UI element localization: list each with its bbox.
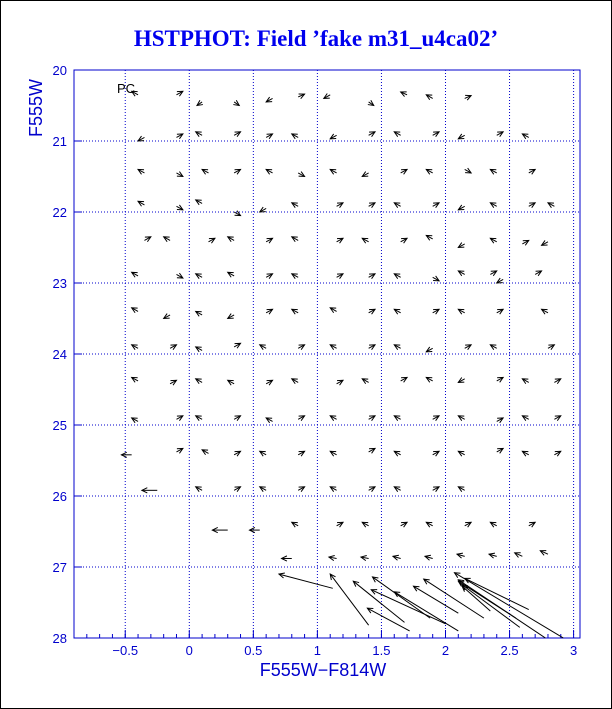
x-axis-title: F555W−F814W (259, 660, 387, 680)
y-tick-label: 22 (52, 205, 67, 220)
x-tick-label: 2 (441, 643, 450, 658)
y-tick-label: 26 (52, 489, 67, 504)
x-tick-label: 1 (313, 643, 322, 658)
panel-label: PC (117, 81, 136, 96)
y-tick-label: 24 (52, 347, 67, 362)
x-tick-label: 0 (185, 643, 193, 658)
y-axis-title: F555W (26, 78, 46, 138)
y-tick-label: 20 (52, 63, 67, 78)
x-tick-label: 1.5 (372, 643, 391, 658)
chart-title: HSTPHOT: Field ’fake m31_u4ca02’ (133, 26, 499, 51)
y-tick-label: 21 (52, 134, 67, 149)
x-tick-label: 0.5 (244, 643, 263, 658)
y-tick-label: 27 (52, 560, 67, 575)
y-tick-label: 28 (52, 631, 67, 646)
y-tick-label: 25 (52, 418, 67, 433)
y-tick-label: 23 (52, 276, 67, 291)
x-tick-label: 2.5 (500, 643, 519, 658)
x-tick-label: −0.5 (112, 643, 139, 658)
x-tick-label: 3 (569, 643, 578, 658)
